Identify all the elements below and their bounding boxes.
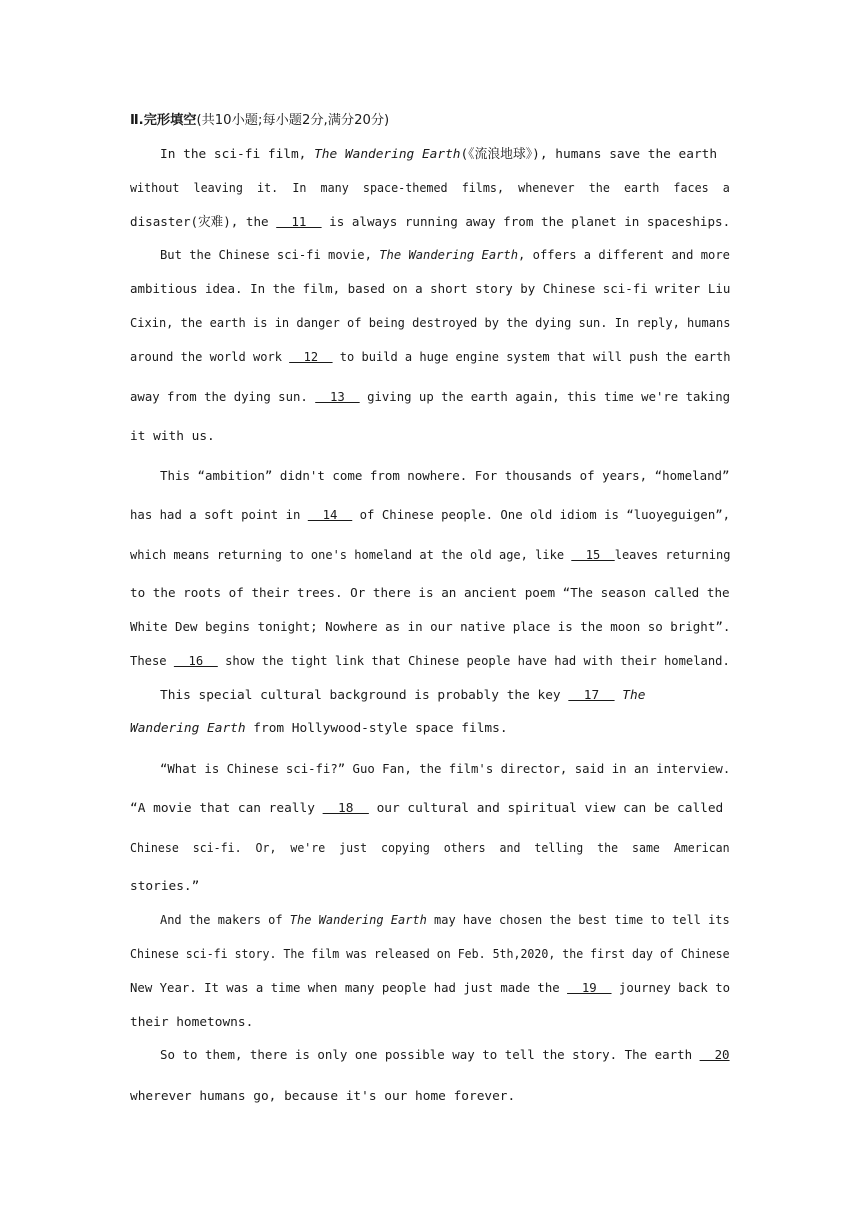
section-number: Ⅱ. <box>130 113 144 128</box>
section-title: 完形填空 <box>143 113 197 128</box>
paragraph-3-line-3: which means returning to one's homeland at the old age, like 15 leaves returning <box>130 548 731 563</box>
paragraph-7-line-2: wherever humans go, because it's our home forever. <box>130 1089 516 1104</box>
paragraph-4-line-1: This special cultural background is probably the key 17 The <box>160 688 646 703</box>
blank-18[interactable]: 18 <box>322 801 369 816</box>
paragraph-5-line-3: Chinese sci-fi. Or, we're just copying others and telling the same American <box>130 841 730 856</box>
paragraph-6-line-3: New Year. It was a time when many people had just made the 19 journey back to <box>130 981 731 996</box>
paragraph-3-line-6: These 16 show the tight link that Chinese people have had with their homeland. <box>130 654 730 669</box>
film-title: The Wandering Earth <box>379 248 519 263</box>
blank-16[interactable]: 16 <box>173 654 218 669</box>
blank-15[interactable]: 15 <box>571 548 615 563</box>
paragraph-3-line-2: has had a soft point in 14 of Chinese people. One old idiom is “luoyeguigen”, <box>130 508 731 523</box>
blank-13[interactable]: 13 <box>315 390 360 405</box>
paragraph-7-line-1: So to them, there is only one possible way to tell the story. The earth 20 <box>160 1048 730 1063</box>
film-title: The <box>622 688 646 703</box>
blank-14[interactable]: 14 <box>307 508 353 523</box>
blank-17[interactable]: 17 <box>568 688 615 703</box>
paragraph-1-line-3: disaster(灾难), the 11 is always running away from the planet in spaceships. <box>130 215 731 230</box>
paragraph-4-line-2: Wandering Earth from Hollywood-style space films. <box>130 721 508 736</box>
film-title: The Wandering Earth <box>289 913 427 928</box>
paragraph-3-line-4: to the roots of their trees. Or there is an ancient poem “The season called the <box>130 586 730 601</box>
paragraph-2-line-2: ambitious idea. In the film, based on a short story by Chinese sci-fi writer Liu <box>130 282 731 297</box>
film-title: Wandering Earth <box>130 721 246 736</box>
paragraph-3-line-5: White Dew begins tonight; Nowhere as in our native place is the moon so bright”. <box>130 620 731 635</box>
blank-20[interactable]: 20 <box>699 1048 730 1063</box>
film-title: The Wandering Earth <box>314 147 461 162</box>
paragraph-1-line-2: without leaving it. In many space-themed films, whenever the earth faces a <box>130 181 730 196</box>
blank-11[interactable]: 11 <box>276 215 322 230</box>
paragraph-2-line-5: away from the dying sun. 13 giving up the earth again, this time we're taking <box>130 390 731 405</box>
paragraph-2-line-4: around the world work 12 to build a huge engine system that will push the earth <box>130 350 731 365</box>
paragraph-2-line-1: But the Chinese sci-fi movie, The Wandering Earth, offers a different and more <box>160 248 730 263</box>
blank-12[interactable]: 12 <box>289 350 333 365</box>
paragraph-2-line-6: it with us. <box>130 429 215 444</box>
paragraph-6-line-1: And the makers of The Wandering Earth may have chosen the best time to tell its <box>160 913 730 928</box>
paragraph-5-line-4: stories.” <box>130 879 200 894</box>
paragraph-6-line-2: Chinese sci-fi story. The film was released on Feb. 5th,2020, the first day of Chinese <box>130 947 730 962</box>
paragraph-3-line-1: This “ambition” didn't come from nowhere. For thousands of years, “homeland” <box>160 469 730 484</box>
paragraph-6-line-4: their hometowns. <box>130 1015 254 1030</box>
blank-19[interactable]: 19 <box>567 981 612 996</box>
paragraph-5-line-2: “A movie that can really 18 our cultural and spiritual view can be called <box>130 801 724 816</box>
paragraph-5-line-1: “What is Chinese sci-fi?” Guo Fan, the film's director, said in an interview. <box>160 762 731 777</box>
paragraph-2-line-3: Cixin, the earth is in danger of being destroyed by the dying sun. In reply, humans <box>130 316 731 331</box>
paragraph-1-line-1: In the sci-fi film, The Wandering Earth(《流浪地球》), humans save the earth <box>160 147 718 162</box>
section-heading <box>130 112 389 130</box>
section-instructions: (共10小题;每小题2分,满分20分) <box>196 113 390 128</box>
